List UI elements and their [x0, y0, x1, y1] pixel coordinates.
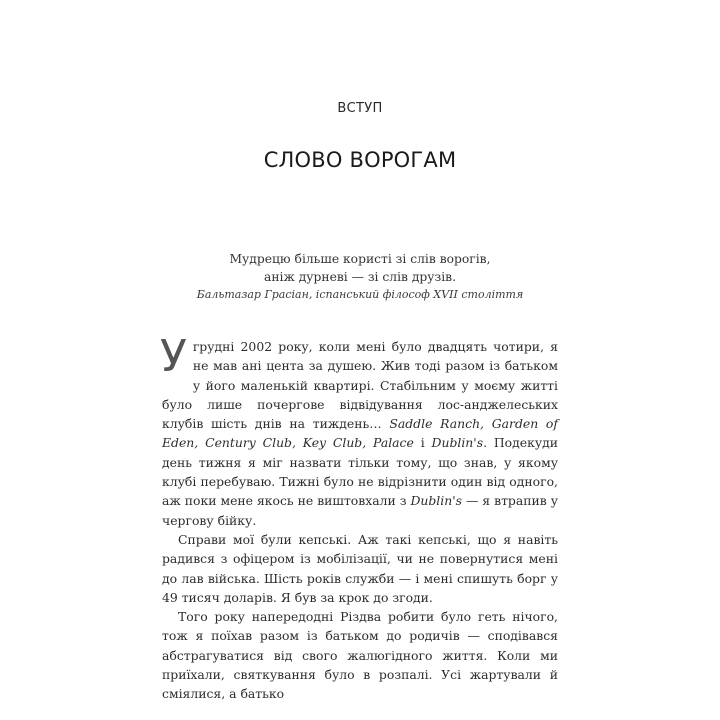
paragraph-1: У грудні 2002 року, коли мені було двадцять чотири, я не мав ані цента за душею. Жив тоді разом із батьком у його маленькій квартирі. Стабільним у моєму житті було лише почергове відвідування лос-анджелеських клубів шість днів на тиждень… Saddle Ranch, Garden of Eden, Century Club, Key Club, Palace і Dublin's. Подекуди день тижня я міг назвати тільки тому, що знав, у якому клубі перебуваю. Тижні було не відрізнити один від одного, аж поки мене якось не виштовхали з Dublin's — я втрапив у чергову бійку.: [160, 331, 559, 528]
epigraph: [0, 250, 720, 304]
club-names: Saddle Ranch, Garden of Eden, Century Club, Key Club, Palace: [162, 416, 558, 451]
paragraph-3: Того року напередодні Різдва робити було геть нічого, тож я поїхав разом із батьком до родичів — сподівався абстрагуватися від свого жалюгідного життя. Коли ми приїхали, святкування було в розпалі. Усі жартували й сміялися, а батько: [162, 609, 558, 702]
epigraph-line-2: аніж дурневі — зі слів друзів.: [264, 270, 456, 284]
body-text: [160, 331, 559, 704]
paragraph-2: Справи мої були кепські. Аж такі кепські, що я навіть радився з офіцером із мобілізації, чи не повернутися мені до лав війська. Шість років служби — і мені спишуть борг у 49 тисяч доларів. Я був за крок до згоди.: [162, 531, 558, 605]
section-label: ВСТУП: [337, 101, 383, 116]
chapter-title: СЛОВО ВОРОГАМ: [263, 148, 457, 172]
epigraph-attribution: Бальтазар Грасіан, іспанський філософ XVII століття: [196, 288, 524, 301]
epigraph-line-1: Мудрецю більше користі зі слів ворогів,: [229, 252, 491, 266]
drop-cap: У: [160, 331, 187, 382]
